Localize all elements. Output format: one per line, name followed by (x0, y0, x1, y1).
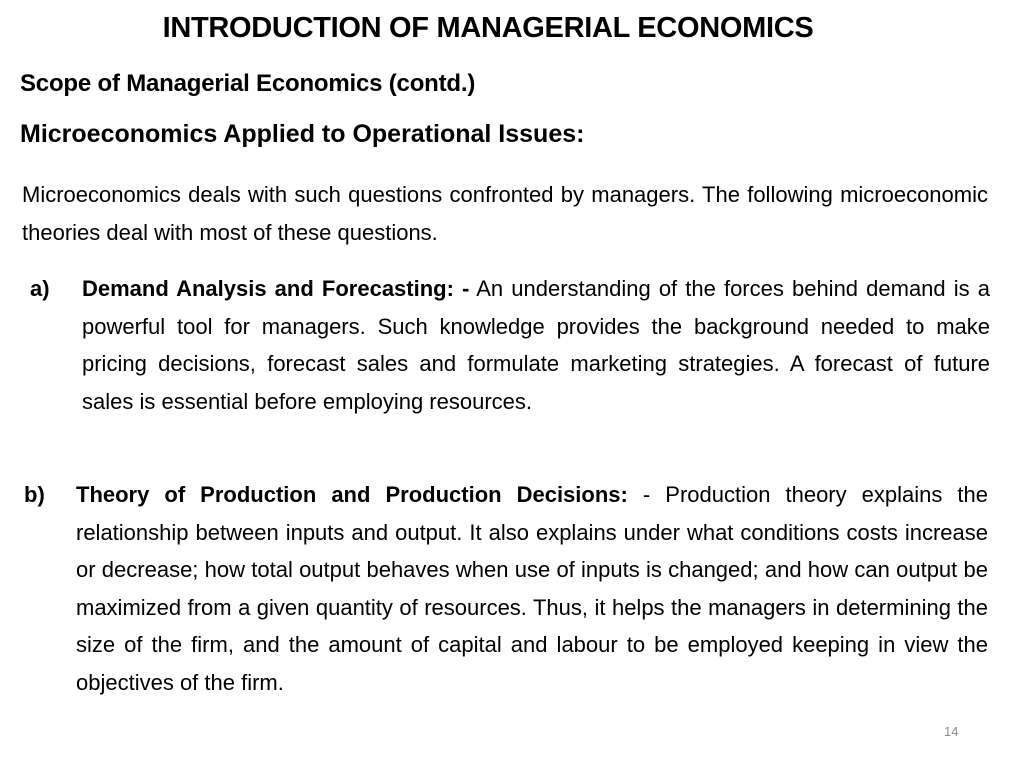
intro-paragraph: Microeconomics deals with such questions confronted by managers. The following microeconomic theories deal with most of these questions. (22, 182, 988, 245)
slide-title: INTRODUCTION OF MANAGERIAL ECONOMICS (162, 12, 814, 44)
list-item-body (82, 270, 990, 420)
list-item-term: Demand Analysis and Forecasting: - (82, 276, 470, 301)
list-item (30, 270, 990, 420)
list-item-marker: b) (24, 482, 45, 507)
list-item-text: - Production theory explains the relationship between inputs and output. It also explains under what conditions costs increase or decrease; how total output behaves when use of inputs is changed; and how can output be maximized from a given quantity of resources. Thus, it helps the managers in determining the size of the firm, and the amount of capital and labour to be employed keeping in view the objectives of the firm. (76, 482, 989, 695)
list-item-text: An understanding of the forces behind demand is a powerful tool for managers. Such knowledge provides the background needed to make pricing decisions, forecast sales and formulate marketing strategies. A forecast of future sales is essential before employing resources. (82, 276, 990, 414)
list-item-body (76, 476, 988, 701)
slide-subtitle: Scope of Managerial Economics (contd.) (20, 70, 476, 97)
page-number: 14 (944, 724, 959, 739)
section-heading: Microeconomics Applied to Operational Issues: (20, 120, 585, 148)
list-item (24, 476, 988, 701)
list-item-marker: a) (30, 276, 50, 301)
list-item-term: Theory of Production and Production Decisions: (76, 482, 628, 507)
